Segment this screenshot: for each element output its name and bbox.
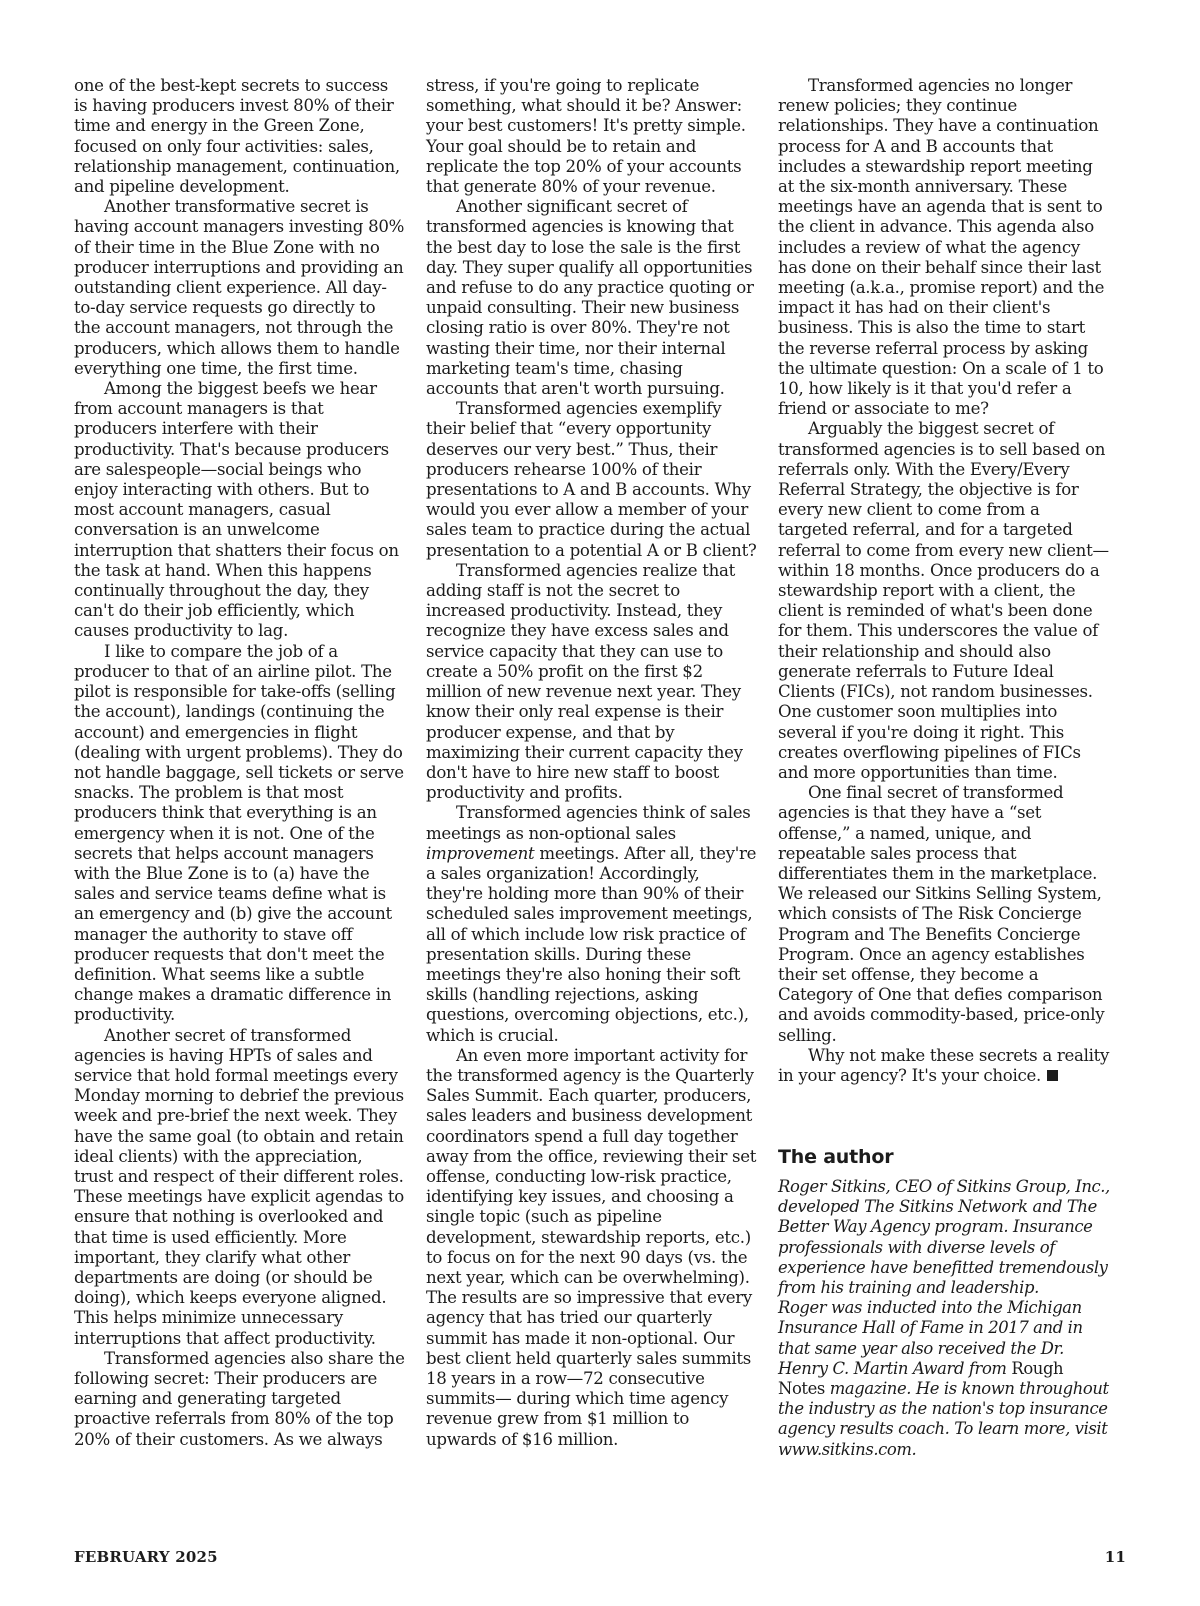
article-column-3	[778, 76, 1110, 1086]
closing-paragraph	[778, 1046, 1110, 1086]
author-block	[778, 1145, 1110, 1460]
publication-name: Rough Notes	[778, 1358, 1064, 1399]
paragraph: One final secret of transformed agencies is that they have a “set offense,” a named, unique, and repeatable sales process that differentiates them in the marketplace. We released our Sitkins Selling System, which consists of The Risk Concierge Program and The Benefits Concierge Program. Once an agency establishes their set offense, they become a Category of One that defies comparison and avoids commodity-based, price-only selling.	[778, 783, 1105, 1045]
author-bio: Roger Sitkins, CEO of Sitkins Group, Inc., developed The Sitkins Network and The Better Way Agency program. Insurance professionals with diverse levels of experience have benefitted tremendously from his training and leadership.	[778, 1177, 1110, 1298]
issue-date: FEBRUARY 2025	[74, 1548, 218, 1566]
paragraph: Another significant secret of transformed agencies is knowing that the best day to lose the sale is the first day. They super qualify all opportunities and refuse to do any practice quoting or unpaid consulting. Their new business closing ratio is over 80%. They're not wasting their time, nor their internal marketing team's time, chasing accounts that aren't worth pursuing.	[426, 197, 754, 399]
text-run: Roger was inducted into the Michigan Insurance Hall of Fame in 2017 and in that same year also received the Dr. Henry C. Martin Award from	[778, 1298, 1083, 1378]
paragraph: one of the best-kept secrets to success is having producers invest 80% of their time and energy in the Green Zone, focused on only four activities: sales, relationship management, continuation, and pipeline development.	[74, 76, 400, 197]
paragraph: Arguably the biggest secret of transformed agencies is to sell based on referrals only. With the Every/Every Referral Strategy, the objective is for every new client to come from a targeted referral, and for a targeted referral to come from every new client—within 18 months. Once producers do a stewardship report with a client, the client is reminded of what's been done for them. This underscores the value of their relationship and should also generate referrals to Future Ideal Clients (FICs), not random businesses. One customer soon multiplies into several if you're doing it right. This creates overflowing pipelines of FICs and more opportunities than time.	[778, 419, 1109, 782]
paragraph	[426, 803, 758, 1045]
author-heading: The author	[778, 1146, 894, 1168]
paragraph: Among the biggest beefs we hear from account managers is that producers interfere with their productivity. That's because producers are salespeople—social beings who enjoy interacting with others. But to most account managers, casual conversation is an unwelcome interruption that shatters their focus on the task at hand. When this happens continually throughout the day, they can't do their job efficiently, which causes productivity to lag.	[74, 379, 399, 641]
text-run: meetings. After all, they're a sales organization! Accordingly, they're holding more than 90% of their scheduled sales improvement meetings, all of which include low risk practice of presentation skills. During these meetings they're also honing their soft skills (handling rejections, asking questions, overcoming objections, etc.), which is crucial.	[426, 843, 757, 1045]
author-bio	[778, 1298, 1110, 1460]
paragraph: Transformed agencies no longer renew policies; they continue relationships. They have a continuation process for A and B accounts that includes a stewardship report meeting at the six-month anniversary. These meetings have an agenda that is sent to the client in advance. This agenda also includes a review of what the agency has done on their behalf since their last meeting (a.k.a., promise report) and the impact it has had on their client's business. This is also the time to start the reverse referral process by asking the ultimate question: On a scale of 1 to 10, how likely is it that you'd refer a friend or associate to me?	[778, 76, 1105, 419]
page-number: 11	[1104, 1548, 1126, 1566]
paragraph: Another transformative secret is having account managers investing 80% of their time in the Blue Zone with no producer interruptions and providing an outstanding client experience. All day-to-day service requests go directly to the account managers, not through the producers, which allows them to handle everything one time, the first time.	[74, 197, 405, 378]
paragraph: stress, if you're going to replicate something, what should it be? Answer: your best customers! It's pretty simple. Your goal should be to retain and replicate the top 20% of your accounts that generate 80% of your revenue.	[426, 76, 746, 197]
paragraph: Another secret of transformed agencies is having HPTs of sales and service that hold formal meetings every Monday morning to debrief the previous week and pre-brief the next week. They have the same goal (to obtain and retain ideal clients) with the appreciation, trust and respect of their different roles. These meetings have explicit agendas to ensure that nothing is overlooked and that time is used efficiently. More important, they clarify what other departments are doing (or should be doing), which keeps everyone aligned. This helps minimize unnecessary interruptions that affect productivity.	[74, 1025, 404, 1348]
italic-term: improvement	[426, 843, 535, 863]
paragraph: An even more important activity for the transformed agency is the Quarterly Sales Summit. Each quarter, producers, sales leaders and business development coordinators spend a full day together away from the office, reviewing their set offense, conducting low-risk practice, identifying key issues, and choosing a single topic (such as pipeline development, stewardship reports, etc.) to focus on for the next 90 days (vs. the next year, which can be overwhelming). The results are so impressive that every agency that has tried our quarterly summit has made it non-optional. Our best client held quarterly sales summits 18 years in a row—72 consecutive summits— during which time agency revenue grew from $1 million to upwards of $16 million.	[426, 1045, 757, 1449]
paragraph: Transformed agencies also share the following secret: Their producers are earning and generating targeted proactive referrals from 80% of the top 20% of their customers. As we always	[74, 1348, 405, 1449]
paragraph: Transformed agencies realize that adding staff is not the secret to increased productivity. Instead, they recognize they have excess sales and service capacity that they can use to create a 50% profit on the first $2 million of new revenue next year. They know their only real expense is their producer expense, and that by maximizing their current capacity they don't have to hire new staff to boost productivity and profits.	[426, 560, 743, 803]
end-of-article-mark	[1047, 1070, 1058, 1081]
closing-text: Why not make these secrets a reality in your agency? It's your choice.	[778, 1045, 1110, 1085]
article-column-2	[426, 76, 758, 1450]
paragraph: Transformed agencies exemplify their belief that “every opportunity deserves our very best.” Thus, their producers rehearse 100% of their presentations to A and B accounts. Why would you ever allow a member of your sales team to practice during the actual presentation to a potential A or B client?	[426, 399, 757, 560]
paragraph: I like to compare the job of a producer to that of an airline pilot. The pilot is responsible for take-offs (selling the account), landings (continuing the account) and emergencies in flight (dealing with urgent problems). They do not handle baggage, sell tickets or serve snacks. The problem is that most producers think that everything is an emergency when it is not. One of the secrets that helps account managers with the Blue Zone is to (a) have the sales and service teams define what is an emergency and (b) give the account manager the authority to stave off producer requests that don't meet the definition. What seems like a subtle change makes a dramatic difference in productivity.	[74, 641, 404, 1025]
text-run: Transformed agencies think of sales meetings as non-optional sales	[426, 803, 751, 843]
text-run: magazine. He is known throughout the industry as the nation's top insurance agency results coach. To learn more, visit www.sitkins.com.	[778, 1379, 1109, 1459]
article-column-1	[74, 76, 406, 1450]
